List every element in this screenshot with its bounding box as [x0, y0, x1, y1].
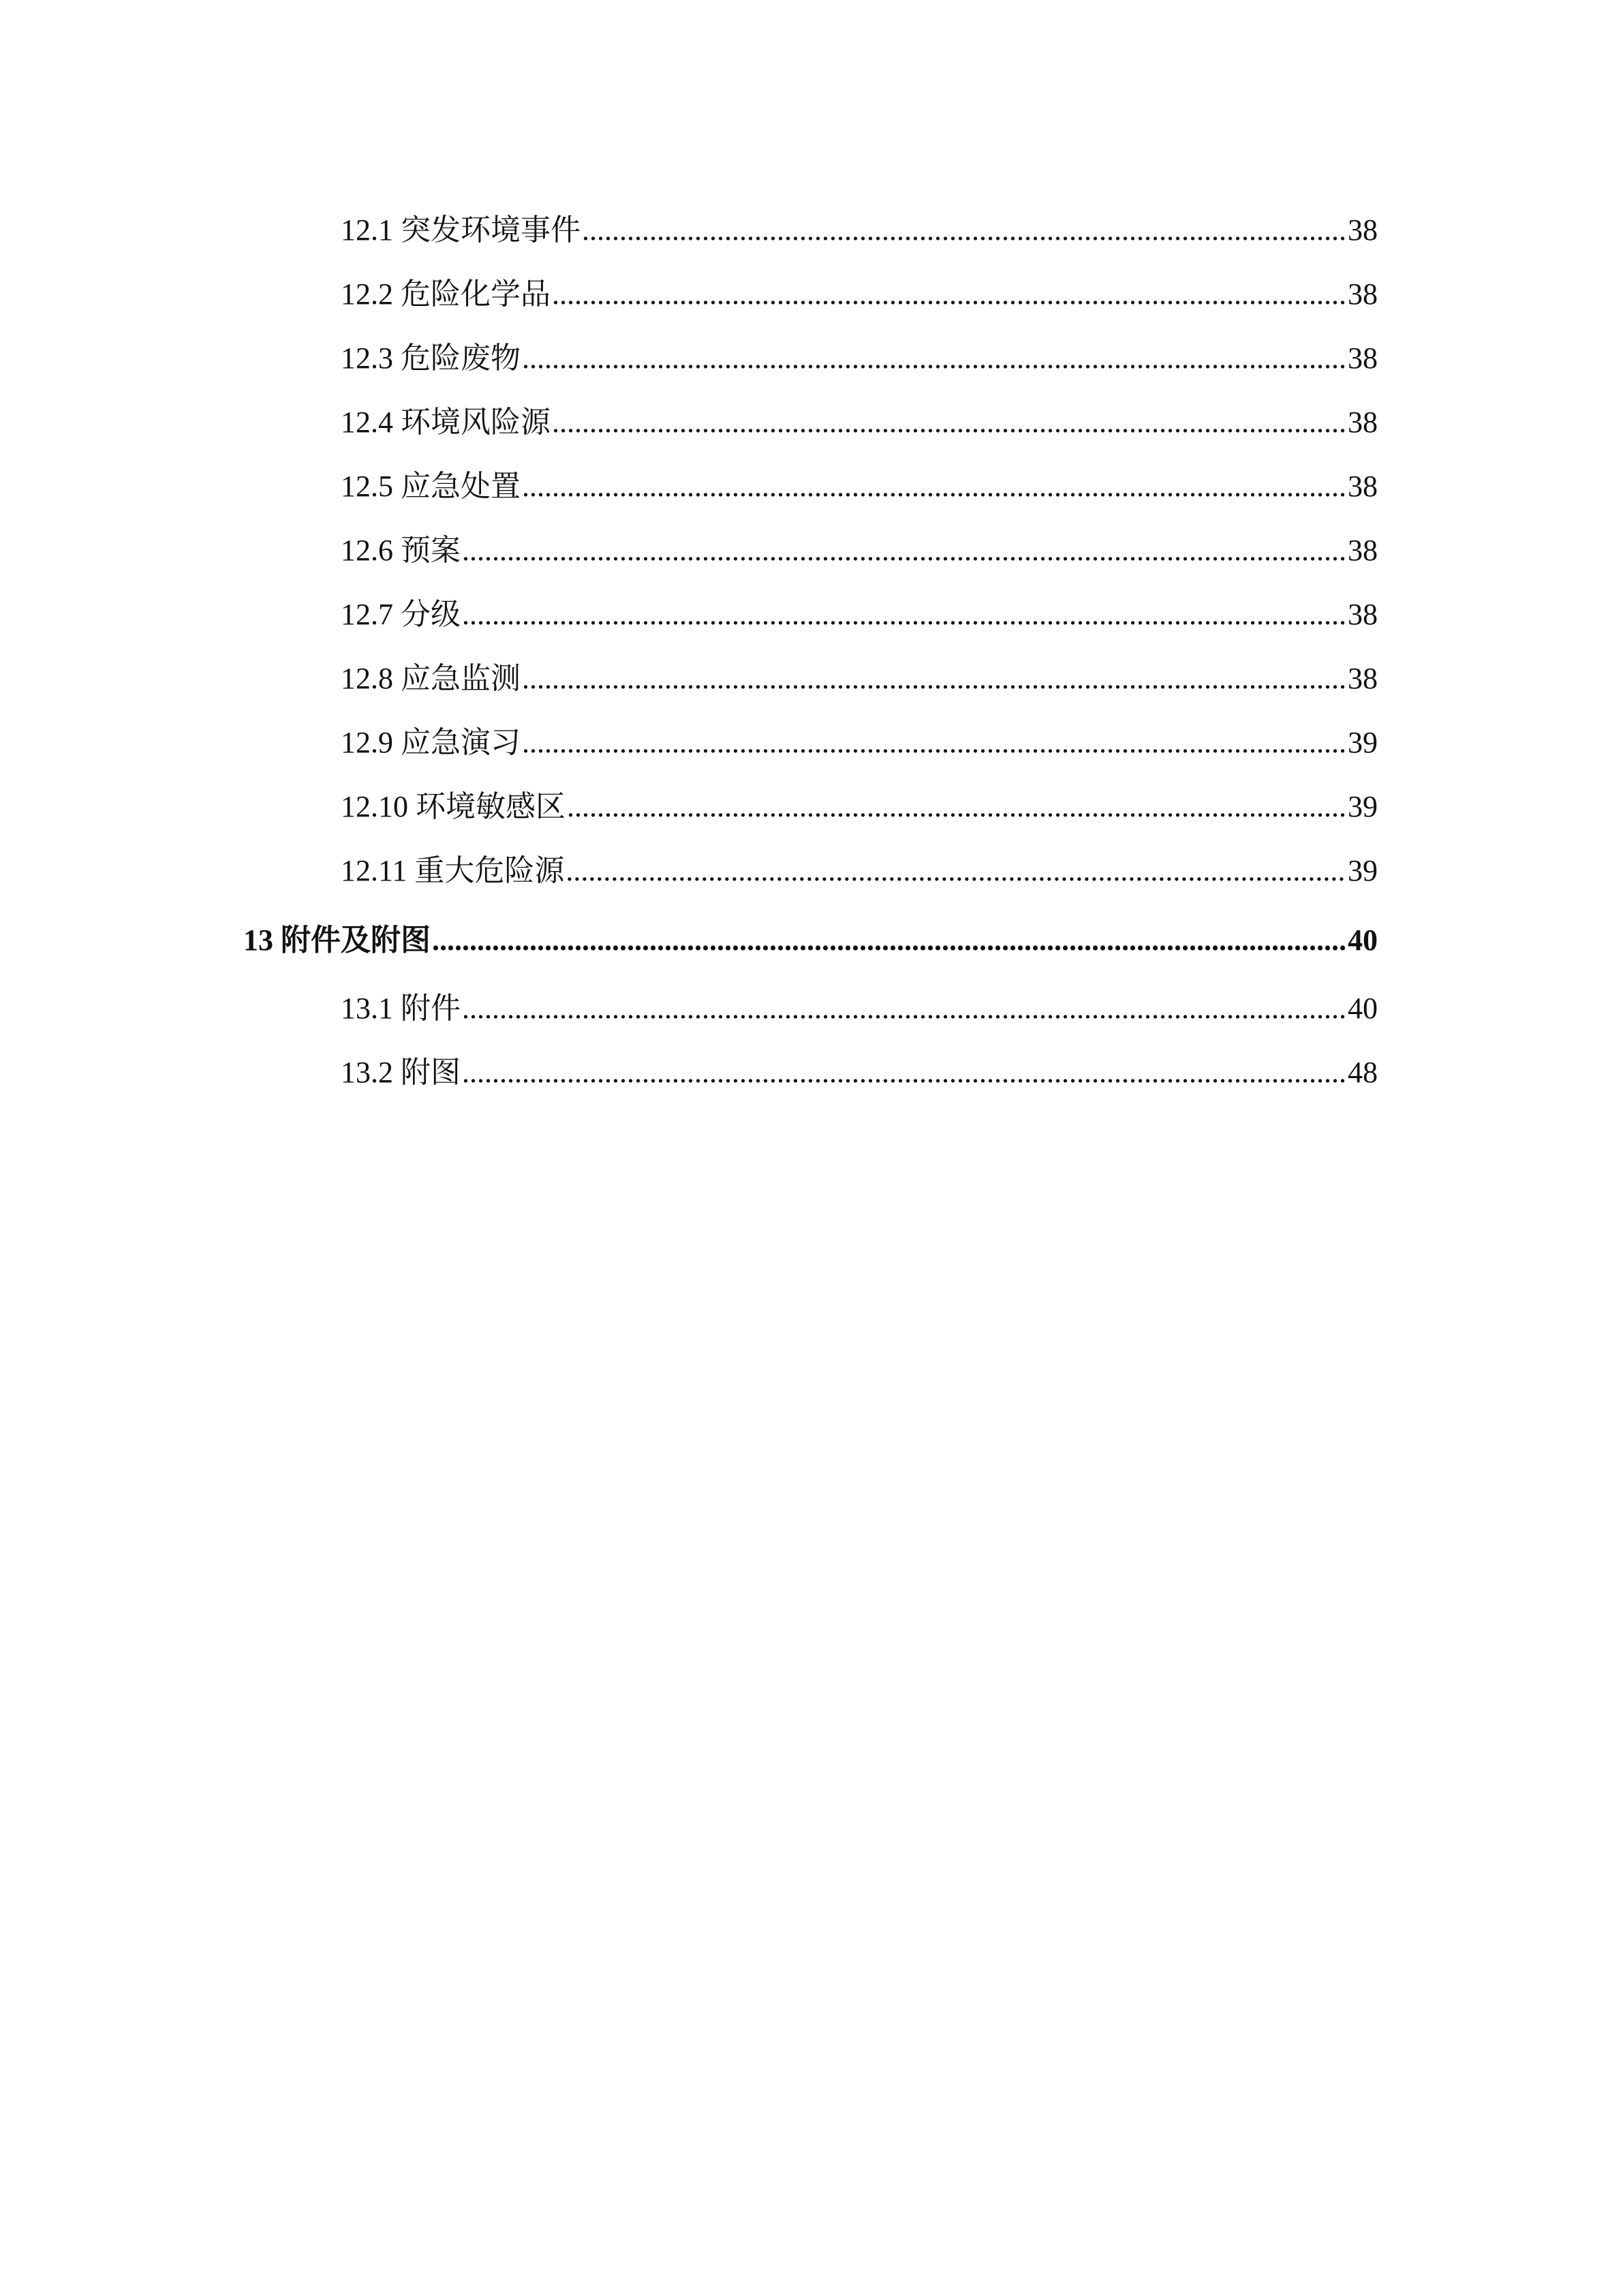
- toc-page-number: 38: [1348, 470, 1378, 503]
- toc-entry-label: 12.4 环境风险源: [341, 405, 551, 439]
- toc-entry-13-2[interactable]: [341, 1052, 1378, 1093]
- toc-dot-leader: [522, 338, 1346, 379]
- toc-entry-label: 13.1 附件: [341, 992, 461, 1025]
- toc-dot-leader: [552, 274, 1346, 315]
- toc-page-number: 38: [1348, 662, 1378, 695]
- toc-page-number: 39: [1348, 854, 1378, 887]
- toc-entry-label: 12.6 预案: [341, 534, 461, 567]
- toc-entry-label: 12.7 分级: [341, 598, 461, 631]
- toc-page-number: 38: [1348, 405, 1378, 439]
- toc-entry-12-9[interactable]: [341, 722, 1378, 763]
- toc-entry-label: 12.2 危险化学品: [341, 277, 551, 311]
- toc-entry-label: 12.1 突发环境事件: [341, 213, 581, 247]
- toc-page-number: 40: [1348, 923, 1378, 957]
- toc-entry-12-8[interactable]: [341, 658, 1378, 699]
- toc-dot-leader: [522, 466, 1346, 507]
- toc-entry-12-1[interactable]: [341, 210, 1378, 251]
- toc-entry-label: 12.10 环境敏感区: [341, 790, 566, 823]
- toc-entry-12-2[interactable]: [341, 274, 1378, 315]
- toc-entry-label: 12.9 应急演习: [341, 726, 521, 759]
- toc-page-number: 38: [1348, 598, 1378, 631]
- toc-page-number: 48: [1348, 1056, 1378, 1089]
- toc-entry-label: 12.3 危险废物: [341, 341, 521, 375]
- toc-entry-12-6[interactable]: [341, 530, 1378, 571]
- toc-entry-13-1[interactable]: [341, 988, 1378, 1029]
- toc-dot-leader: [462, 530, 1346, 571]
- toc-page-number: 39: [1348, 726, 1378, 759]
- toc-dot-leader: [522, 658, 1346, 699]
- toc-dot-leader: [552, 402, 1346, 443]
- toc-dot-leader: [462, 594, 1346, 635]
- toc-page-number: 38: [1348, 213, 1378, 247]
- toc-dot-leader: [567, 786, 1346, 827]
- toc-entry-12-10[interactable]: [341, 786, 1378, 827]
- toc-entry-12-4[interactable]: [341, 402, 1378, 443]
- toc-page-number: 39: [1348, 790, 1378, 823]
- toc-dot-leader: [566, 851, 1346, 891]
- toc-entry-12-5[interactable]: [341, 466, 1378, 507]
- toc-page-number: 38: [1348, 277, 1378, 311]
- toc-page-number: 38: [1348, 534, 1378, 567]
- toc-entry-label: 12.11 重大危险源: [341, 854, 565, 887]
- toc-page-number: 40: [1348, 992, 1378, 1025]
- toc-dot-leader: [462, 988, 1346, 1029]
- toc-dot-leader: [462, 1052, 1346, 1093]
- toc-entry-label: 12.5 应急处置: [341, 470, 521, 503]
- toc-entry-label: 13 附件及附图: [243, 923, 431, 957]
- toc-dot-leader: [522, 722, 1346, 763]
- toc-dot-leader: [432, 920, 1346, 961]
- toc-page-number: 38: [1348, 341, 1378, 375]
- toc-entry-label: 13.2 附图: [341, 1056, 461, 1089]
- toc-entry-12-7[interactable]: [341, 594, 1378, 635]
- toc-entry-12-11[interactable]: [341, 851, 1378, 891]
- toc-entry-13[interactable]: [243, 920, 1378, 961]
- toc-entry-12-3[interactable]: [341, 338, 1378, 379]
- toc-entry-label: 12.8 应急监测: [341, 662, 521, 695]
- toc-dot-leader: [582, 210, 1346, 251]
